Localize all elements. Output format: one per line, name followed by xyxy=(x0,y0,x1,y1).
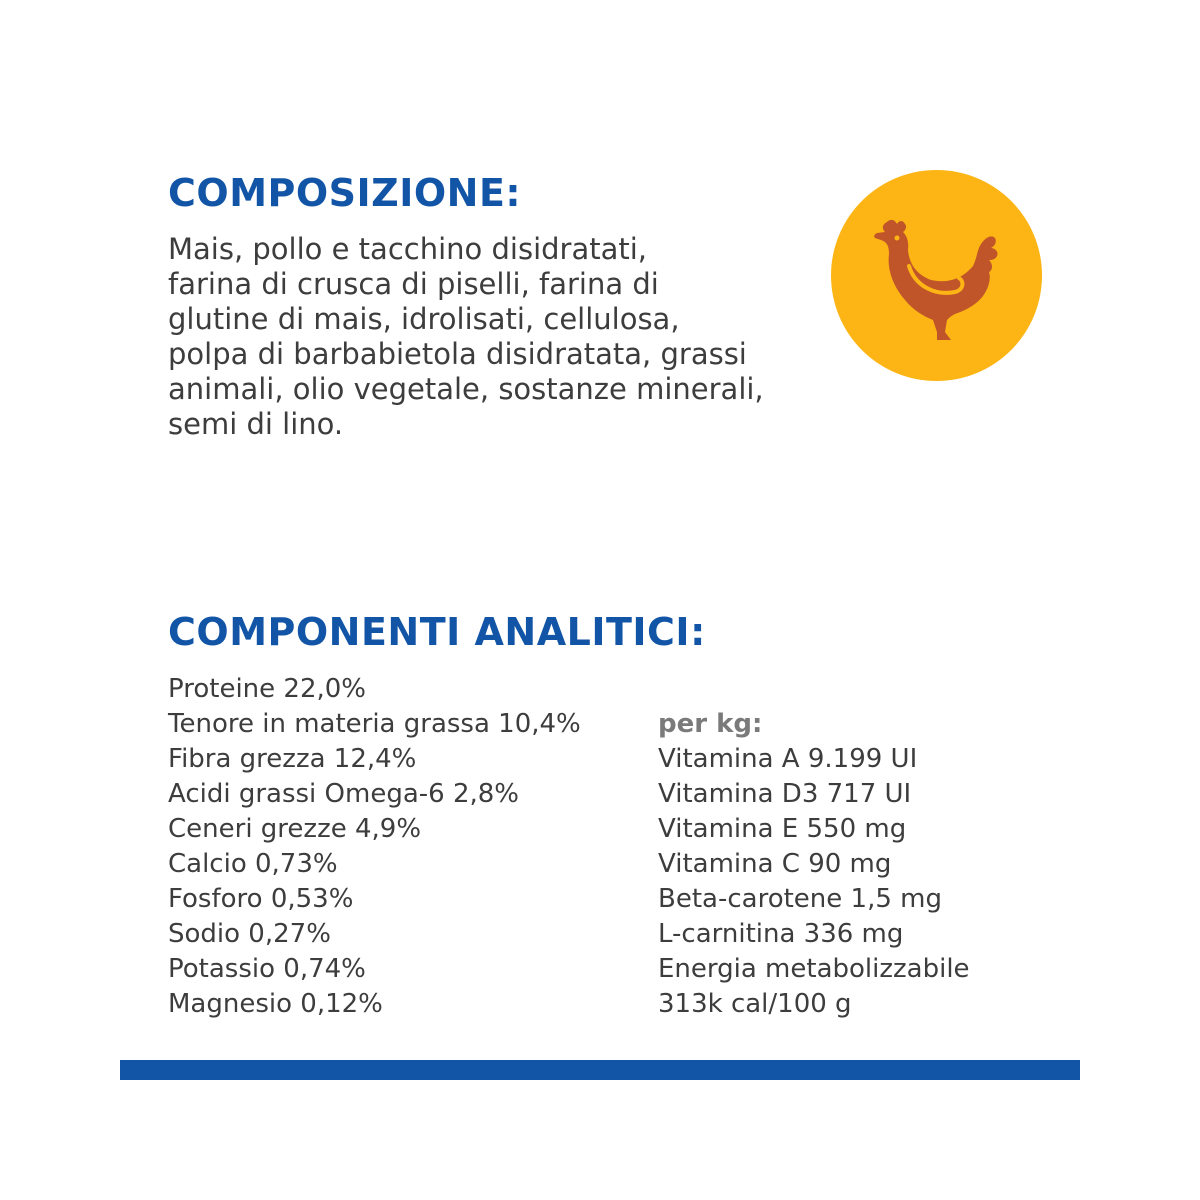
list-item: Energia metabolizzabile xyxy=(658,954,970,984)
footer-divider-bar xyxy=(120,1060,1080,1080)
composition-line: polpa di barbabietola disidratata, grassi xyxy=(168,337,747,371)
analytics-list-right xyxy=(658,707,970,1022)
chicken-icon xyxy=(831,170,1042,381)
list-item: Magnesio 0,12% xyxy=(168,989,383,1019)
list-item: Vitamina D3 717 UI xyxy=(658,779,912,809)
list-item: Fibra grezza 12,4% xyxy=(168,744,417,774)
list-item: Potassio 0,74% xyxy=(168,954,366,984)
composition-line: farina di crusca di piselli, farina di xyxy=(168,267,659,301)
per-kg-label: per kg: xyxy=(658,709,763,739)
chicken-icon-badge xyxy=(831,170,1042,381)
list-item: Tenore in materia grassa 10,4% xyxy=(168,709,581,739)
list-item: Vitamina E 550 mg xyxy=(658,814,907,844)
list-item: L-carnitina 336 mg xyxy=(658,919,904,949)
composition-heading: COMPOSIZIONE: xyxy=(168,171,522,215)
analytics-heading: COMPONENTI ANALITICI: xyxy=(168,610,706,654)
list-item: Beta-carotene 1,5 mg xyxy=(658,884,942,914)
composition-line: animali, olio vegetale, sostanze minerali, xyxy=(168,372,764,406)
list-item: Calcio 0,73% xyxy=(168,849,338,879)
composition-line: Mais, pollo e tacchino disidratati, xyxy=(168,232,648,266)
list-item: Vitamina A 9.199 UI xyxy=(658,744,918,774)
composition-line: glutine di mais, idrolisati, cellulosa, xyxy=(168,302,680,336)
list-item: Acidi grassi Omega-6 2,8% xyxy=(168,779,520,809)
list-item: Vitamina C 90 mg xyxy=(658,849,892,879)
list-item: Proteine 22,0% xyxy=(168,674,366,704)
composition-line: semi di lino. xyxy=(168,407,344,441)
list-item: 313k cal/100 g xyxy=(658,989,852,1019)
list-item: Sodio 0,27% xyxy=(168,919,331,949)
list-item: Ceneri grezze 4,9% xyxy=(168,814,422,844)
composition-text xyxy=(168,232,848,442)
analytics-list-left xyxy=(168,672,581,1022)
list-item: Fosforo 0,53% xyxy=(168,884,354,914)
